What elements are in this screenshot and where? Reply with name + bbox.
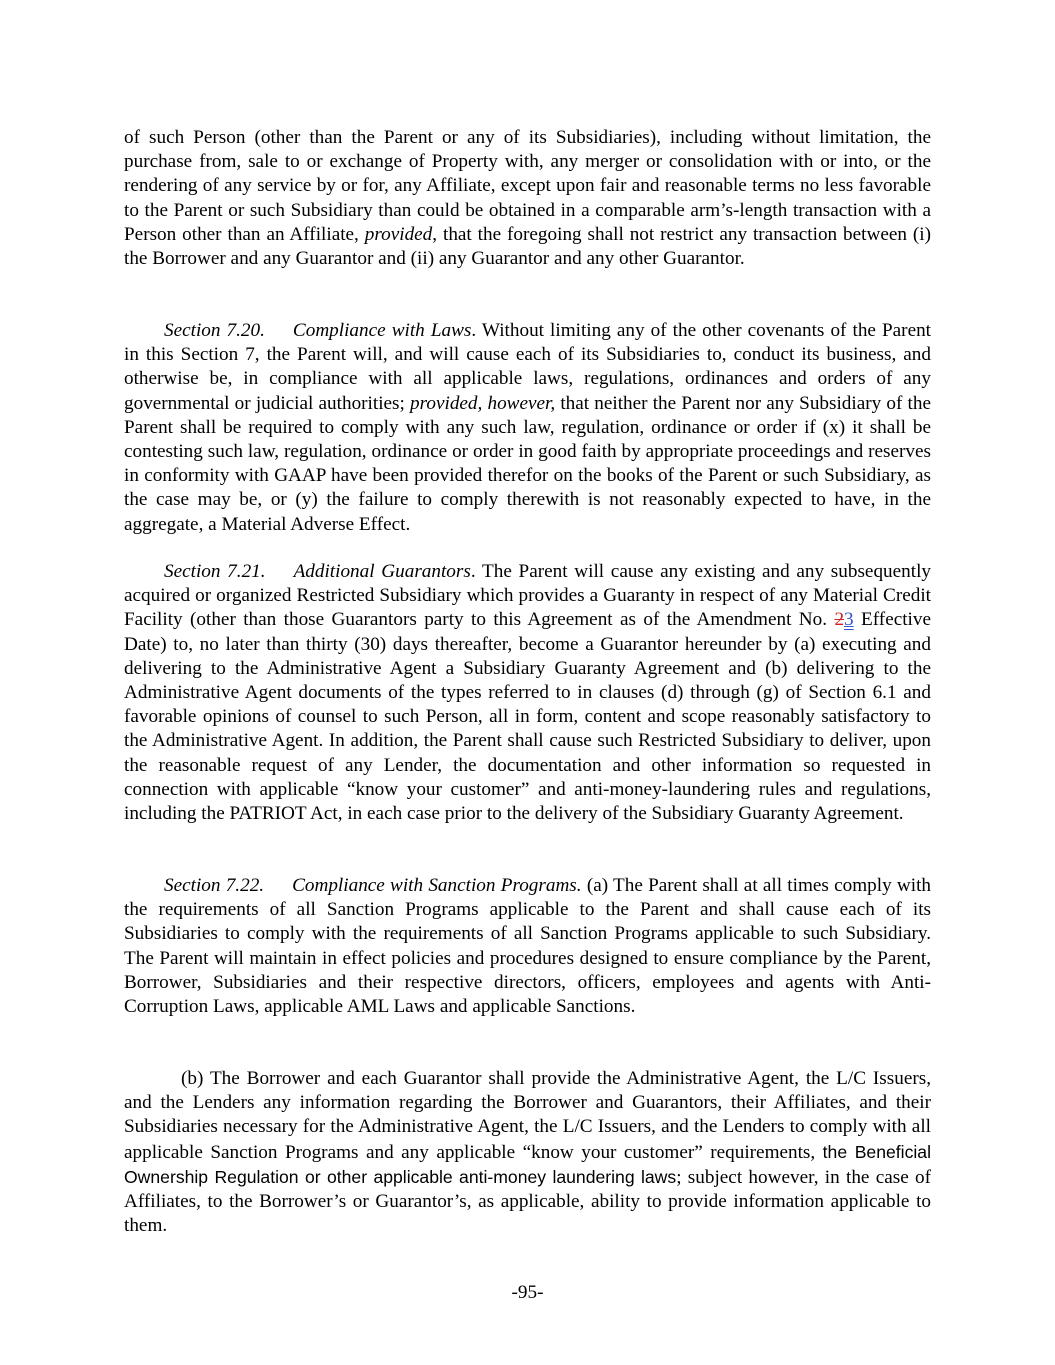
section-7-21-title: Additional Guarantors xyxy=(293,561,471,582)
section-7-22-b-text-a: The Borrower and each Guarantor shall provide the Administrative Agent, the L/C Issuers, and the Lenders any information regarding the Borrower and Guarantors, their Affiliates, and their Subsidiaries necessary for the Administrative Agent, the L/C Issuers, and the Lenders to comply with all applicable Sanction Programs and any applicable “know your customer” requirements, xyxy=(124,1068,931,1163)
section-7-20-number: Section 7.20. xyxy=(164,320,265,341)
paragraph-affiliate-transactions-continued xyxy=(124,126,931,271)
section-7-21-number: Section 7.21. xyxy=(164,561,266,582)
section-7-22 xyxy=(124,874,931,1019)
p1-text-a: of such Person (other than the Parent or any of its Subsidiaries), including without limitation, the purchase from, sale to or exchange of Property with, any merger or consolidation with or into, or the rendering of any service by or for, any Affiliate, except upon fair and reasonable terms no less favorable to the Parent or such Subsidiary than could be obtained in a comparable arm’s-length transaction with a Person other than an Affiliate, xyxy=(124,127,931,245)
section-7-22-b-sans-text: the Beneficial Ownership Regulation or other applicable anti-money laundering laws xyxy=(124,1141,931,1187)
section-7-22-b xyxy=(124,1067,931,1238)
section-7-20 xyxy=(124,319,931,537)
section-7-22-text-a: (a) The Parent shall at all times comply with the requirements of all Sanction Programs applicable to the Parent and shall cause each of its Subsidiaries to comply with the requirements of all Sanction Programs applicable to such Subsidiary. The Parent will maintain in effect policies and procedures designed to ensure compliance by the Parent, Borrower, Subsidiaries and their respective directors, officers, employees and agents with Anti-Corruption Laws, applicable AML Laws and applicable Sanctions. xyxy=(124,875,932,1018)
section-7-20-text-a: Without limiting any of the other covenants of the Parent in this Section 7, the Parent will, and will cause each of its Subsidiaries to, conduct its business, and otherwise be, in compliance with all applicable laws, regulations, ordinances and orders of any governmental or judicial authorities; xyxy=(124,320,932,414)
p1-text-b: , that the foregoing shall not restrict any transaction between (i) the Borrower and any Guarantor and (ii) any Guarantor and any other Guarantor. xyxy=(124,223,931,270)
section-7-21-title-punct: . xyxy=(470,561,476,582)
section-7-21 xyxy=(124,560,931,826)
section-7-20-title-punct: . xyxy=(471,320,477,341)
section-7-20-text-b: that neither the Parent nor any Subsidiary of the Parent shall be required to comply with any such law, regulation, ordinance or order if (x) it shall be contesting such law, regulation, ordinance or order in good faith by appropriate proceedings and reserves in conformity with GAAP have been provided therefor on the books of the Parent or such Subsidiary, as the case may be, or (y) the failure to comply therewith is not reasonably expected to have, in the aggregate, a Material Adverse Effect. xyxy=(124,392,931,535)
p1-italic: provided xyxy=(364,223,433,245)
deleted-text: 2 xyxy=(834,609,845,631)
section-7-20-italic: provided, however, xyxy=(410,392,556,414)
section-7-22-b-text-b: ; subject however, in the case of Affiliates, to the Borrower’s or Guarantor’s, as applicable, ability to provide information applicable to them. xyxy=(124,1166,931,1237)
section-7-21-text-a: The Parent will cause any existing and any subsequently acquired or organized Restricted Subsidiary which provides a Guaranty in respect of any Material Credit Facility (other than those Guarantors party to this Agreement as of the Amendment No. xyxy=(124,561,931,631)
section-7-22-b-label: (b) xyxy=(181,1068,204,1089)
section-7-22-number: Section 7.22. xyxy=(164,875,265,896)
section-7-20-title: Compliance with Laws xyxy=(292,320,472,341)
inserted-text: 3 xyxy=(844,609,854,631)
page-number: -95- xyxy=(511,1282,544,1303)
section-7-22-title: Compliance with Sanction Programs. xyxy=(292,875,582,896)
section-7-21-text-b: Effective Date) to, no later than thirty (30) days thereafter, become a Guarantor hereunder by (a) executing and delivering to the Administrative Agent a Subsidiary Guaranty Agreement and (b) delivering to the Administrative Agent documents of the types referred to in clauses (d) through (g) of Section 6.1 and favorable opinions of counsel to such Person, all in form, content and scope reasonably satisfactory to the Administrative Agent. In addition, the Parent shall cause such Restricted Subsidiary to deliver, upon the reasonable request of any Lender, the documentation and other information so requested in connection with applicable “know your customer” and anti-money-laundering rules and regulations, including the PATRIOT Act, in each case prior to the delivery of the Subsidiary Guaranty Agreement. xyxy=(124,609,931,825)
